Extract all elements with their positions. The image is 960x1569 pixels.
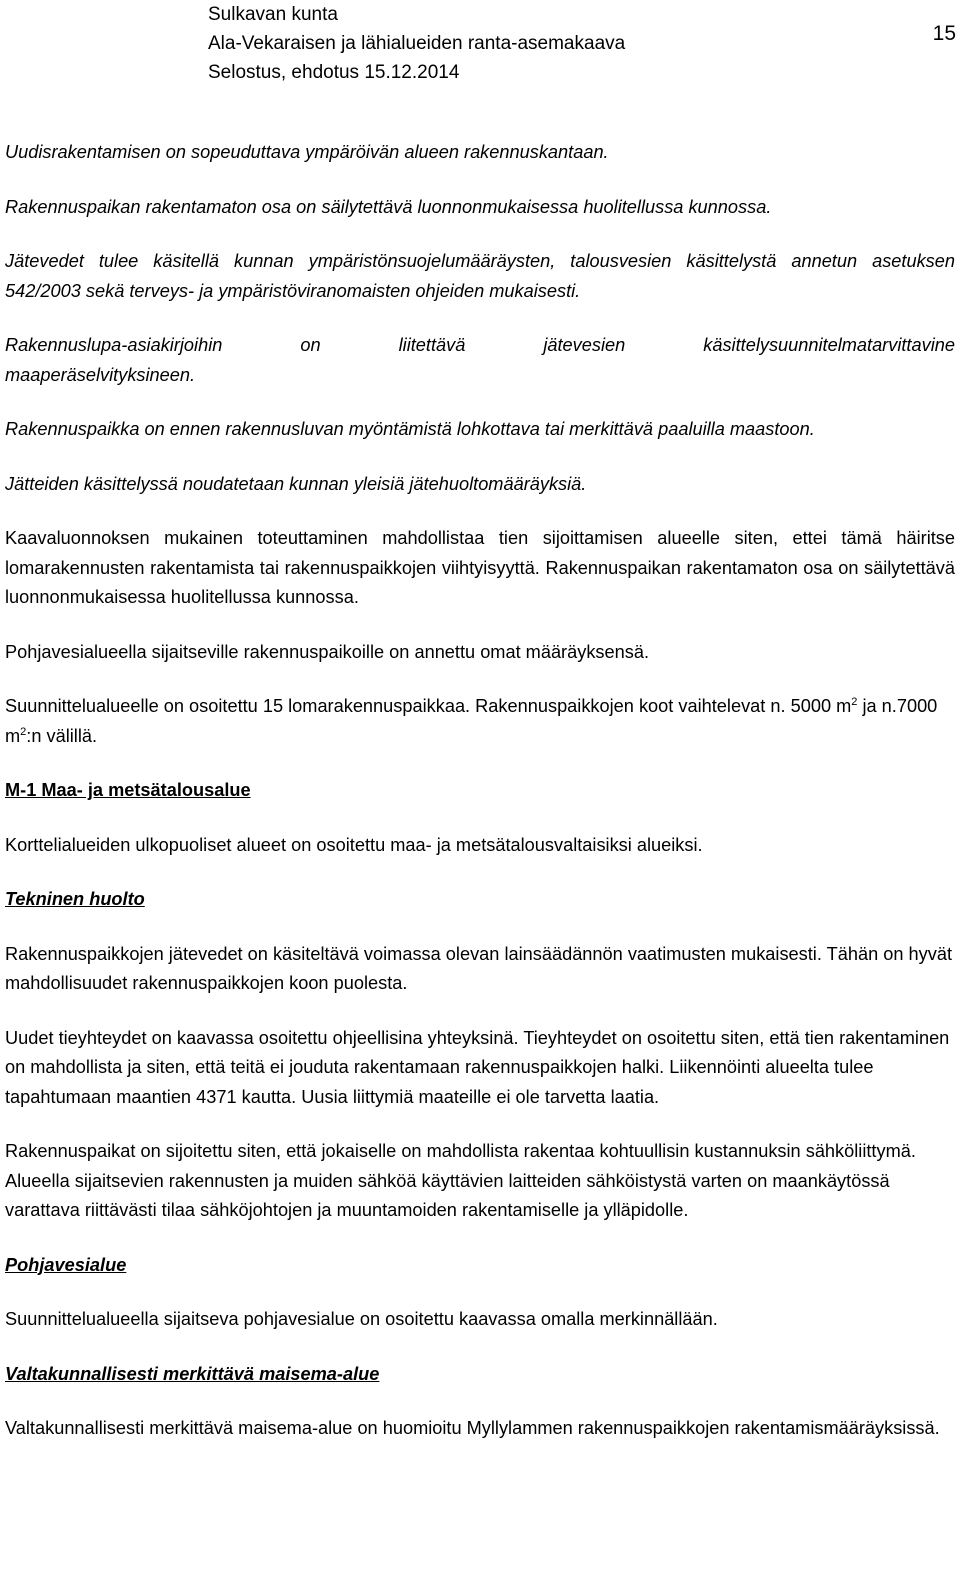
paragraph-electricity: Rakennuspaikat on sijoitettu siten, että jokaiselle on mahdollista rakentaa kohtuullisin kustannuksin sähköliittymä. Alueella sijaitsevien rakennusten ja muiden sähköä käyttävien laitteiden sähköistystä varten on maankäytössä varattava riittävästi tilaa sähköjohtojen ja muuntamoiden rakentamiselle ja ylläpidolle.: [5, 1141, 916, 1220]
paragraph-road-placement: Kaavaluonnoksen mukainen toteuttaminen mahdollistaa tien sijoittamisen alueelle siten, ettei tämä häiritse lomarakennusten rakentamista tai rakennuspaikkojen viihtyisyyttä. Rakennuspaikan rakentamaton osa on säilytettävä luonnonmukaisessa huolitellussa kunnossa.: [5, 528, 955, 607]
header-municipality: Sulkavan kunta: [208, 4, 338, 25]
paragraph-landscape-regulations: Valtakunnallisesti merkittävä maisema-alue on huomioitu Myllylammen rakennuspaikkojen rakentamismääräyksissä.: [5, 1418, 940, 1438]
document-body: [5, 138, 955, 1469]
paragraph-groundwater-plots: Pohjavesialueella sijaitseville rakennuspaikoille on annettu omat määräyksensä.: [5, 641, 650, 662]
heading-groundwater-area: Pohjavesialue: [5, 1254, 127, 1275]
paragraph-road-connections: Uudet tieyhteydet on kaavassa osoitettu ohjeellisina yhteyksinä. Tieyhteydet on osoitettu siten, että tien rakentaminen on mahdollista ja siten, että teitä ei jouduta rakentamaan rakennuspaikkojen halki. Liikennöinti alueelta tulee tapahtumaan maantien 4371 kautta. Uusia liittymiä maateille ei ole tarvetta laatia.: [5, 1027, 950, 1107]
permit-documents-line2: maaperäselvityksineen.: [5, 364, 196, 385]
paragraph-groundwater-marking: Suunnittelualueella sijaitseva pohjavesialue on osoitettu kaavassa omalla merkinnällään.: [5, 1309, 718, 1329]
header-document-version: Selostus, ehdotus 15.12.2014: [208, 62, 460, 83]
paragraph-waste-management: Jätteiden käsittelyssä noudatetaan kunnan yleisiä jätehuoltomääräyksiä.: [5, 473, 587, 494]
page-number: 15: [932, 22, 956, 45]
page-header: [208, 0, 728, 87]
paragraph-unbuilt-area: Rakennuspaikan rakentamaton osa on säilytettävä luonnonmukaisessa huolitellussa kunnossa.: [5, 196, 772, 217]
heading-national-landscape: Valtakunnallisesti merkittävä maisema-alue: [5, 1363, 380, 1384]
paragraph-building-adaptation: Uudisrakentamisen on sopeuduttava ympäröivän alueen rakennuskantaan.: [5, 142, 609, 162]
permit-documents-line1: Rakennuslupa-asiakirjoihin on liitettävä jätevesien käsittelysuunnitelmatarvittavine: [5, 335, 955, 355]
paragraph-wastewater-treatment: Rakennuspaikkojen jätevedet on käsiteltävä voimassa olevan lainsäädännön vaatimusten mukaisesti. Tähän on hyvät mahdollisuudet rakennuspaikkojen koon puolesta.: [5, 943, 953, 993]
heading-technical-services: Tekninen huolto: [5, 889, 145, 909]
paragraph-permit-documents: [5, 331, 955, 390]
paragraph-plot-sizes: Suunnittelualueelle on osoitettu 15 lomarakennuspaikkaa. Rakennuspaikkojen koot vaihtelevat n. 5000 $m^2$ ja n.7000 $m^2:n$ välillä.: [5, 696, 938, 746]
heading-m1-forestry: M-1 Maa- ja metsätalousalue: [5, 780, 251, 800]
header-plan-name: Ala-Vekaraisen ja lähialueiden ranta-asemakaava: [208, 33, 626, 54]
paragraph-wastewater: Jätevedet tulee käsitellä kunnan ympäristönsuojelumääräysten, talousvesien käsittelystä annetun asetuksen 542/2003 sekä terveys- ja ympäristöviranomaisten ohjeiden mukaisesti.: [5, 251, 955, 301]
paragraph-forestry-areas: Korttelialueiden ulkopuoliset alueet on osoitettu maa- ja metsätalousvaltaisiksi alueiksi.: [5, 834, 703, 855]
paragraph-plot-marking: Rakennuspaikka on ennen rakennusluvan myöntämistä lohkottava tai merkittävä paaluilla maastoon.: [5, 419, 815, 439]
